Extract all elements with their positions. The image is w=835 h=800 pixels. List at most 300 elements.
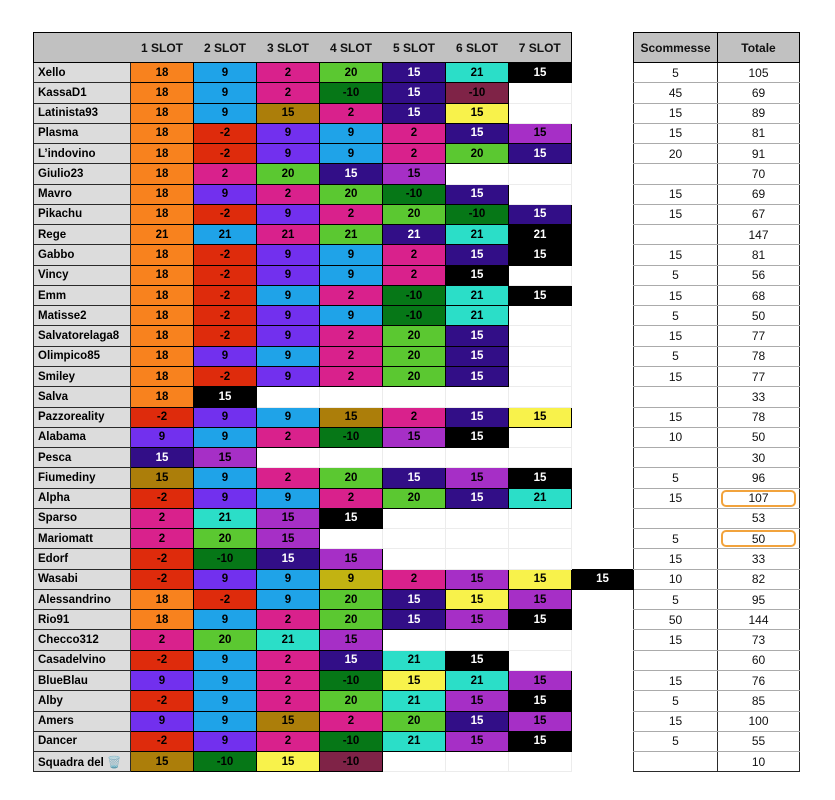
empty-slot-cell[interactable] — [509, 346, 572, 366]
slot-cell[interactable]: 15 — [509, 285, 572, 305]
totale-cell[interactable]: 69 — [718, 184, 800, 204]
slot-cell[interactable]: 15 — [509, 691, 572, 711]
slot-cell[interactable]: 15 — [446, 245, 509, 265]
slot-cell[interactable]: 15 — [446, 731, 509, 751]
slot-cell[interactable]: 15 — [446, 123, 509, 143]
slot-cell[interactable]: 9 — [194, 346, 257, 366]
totale-cell[interactable]: 100 — [718, 711, 800, 731]
empty-slot-cell[interactable] — [383, 529, 446, 549]
totale-cell[interactable]: 68 — [718, 285, 800, 305]
empty-slot-cell[interactable] — [320, 529, 383, 549]
slot-cell[interactable]: 15 — [509, 468, 572, 488]
slot-cell[interactable]: 15 — [320, 549, 383, 569]
slot-cell[interactable]: 15 — [320, 508, 383, 528]
slot-cell[interactable]: 2 — [131, 630, 194, 650]
player-name-cell[interactable]: Checco312 — [34, 630, 131, 650]
slot-cell[interactable]: 2 — [383, 245, 446, 265]
slot-cell[interactable]: 9 — [131, 427, 194, 447]
slot-cell[interactable]: 15 — [446, 407, 509, 427]
slot-cell[interactable]: 9 — [257, 265, 320, 285]
slot-cell[interactable]: 18 — [131, 285, 194, 305]
slot-cell[interactable]: -10 — [320, 670, 383, 690]
totale-cell[interactable]: 70 — [718, 164, 800, 184]
slot-cell[interactable]: -2 — [194, 326, 257, 346]
slot-cell[interactable]: 15 — [446, 691, 509, 711]
slot-cell[interactable]: 18 — [131, 184, 194, 204]
slot-cell[interactable]: 15 — [257, 752, 320, 772]
scommesse-cell[interactable]: 5 — [634, 589, 718, 609]
slot-cell[interactable]: 15 — [446, 366, 509, 386]
player-name-cell[interactable]: Smiley — [34, 366, 131, 386]
slot-cell[interactable]: -10 — [446, 83, 509, 103]
player-name-cell[interactable]: Salva — [34, 387, 131, 407]
player-name-cell[interactable]: Pazzoreality — [34, 407, 131, 427]
slot-cell[interactable]: 20 — [383, 326, 446, 346]
empty-slot-cell[interactable] — [509, 448, 572, 468]
empty-slot-cell[interactable] — [383, 752, 446, 772]
slot-cell[interactable]: 15 — [446, 326, 509, 346]
slot-cell[interactable]: 20 — [257, 164, 320, 184]
empty-slot-cell[interactable] — [509, 164, 572, 184]
player-name-cell[interactable]: Matisse2 — [34, 306, 131, 326]
empty-slot-cell[interactable] — [509, 326, 572, 346]
scommesse-cell[interactable]: 5 — [634, 63, 718, 83]
slot-cell[interactable]: 15 — [509, 711, 572, 731]
empty-slot-cell[interactable] — [509, 306, 572, 326]
slot-cell[interactable]: 2 — [320, 488, 383, 508]
slot-cell[interactable]: -2 — [194, 123, 257, 143]
slot-cell[interactable]: 15 — [509, 731, 572, 751]
slot-cell[interactable]: 9 — [257, 306, 320, 326]
gap-cell[interactable] — [572, 468, 634, 488]
player-name-cell[interactable]: Mavro — [34, 184, 131, 204]
slot-cell[interactable]: 21 — [446, 670, 509, 690]
scommesse-cell[interactable]: 20 — [634, 144, 718, 164]
slot-cell[interactable]: 15 — [383, 164, 446, 184]
totale-cell[interactable]: 60 — [718, 650, 800, 670]
scommesse-cell[interactable]: 15 — [634, 670, 718, 690]
slot-cell[interactable]: 15 — [257, 508, 320, 528]
slot-cell[interactable]: -10 — [194, 549, 257, 569]
scommesse-cell[interactable]: 10 — [634, 569, 718, 589]
slot-cell[interactable]: 9 — [257, 589, 320, 609]
slot-cell[interactable]: -2 — [194, 204, 257, 224]
gap-cell[interactable] — [572, 752, 634, 772]
slot-cell[interactable]: 21 — [257, 630, 320, 650]
scommesse-cell[interactable] — [634, 448, 718, 468]
empty-slot-cell[interactable] — [257, 387, 320, 407]
player-name-cell[interactable]: Vincy — [34, 265, 131, 285]
scommesse-cell[interactable]: 45 — [634, 83, 718, 103]
slot-cell[interactable]: 15 — [383, 468, 446, 488]
player-name-cell[interactable]: BlueBlau — [34, 670, 131, 690]
empty-slot-cell[interactable] — [446, 752, 509, 772]
slot-cell[interactable]: -10 — [383, 184, 446, 204]
slot-cell[interactable]: 9 — [194, 731, 257, 751]
gap-cell[interactable] — [572, 366, 634, 386]
slot-cell[interactable]: 15 — [509, 245, 572, 265]
scommesse-cell[interactable]: 15 — [634, 103, 718, 123]
player-name-cell[interactable]: Casadelvino — [34, 650, 131, 670]
slot-cell[interactable]: -2 — [194, 589, 257, 609]
slot-cell[interactable]: 15 — [320, 407, 383, 427]
scommesse-cell[interactable]: 5 — [634, 306, 718, 326]
slot-cell[interactable]: 15 — [446, 650, 509, 670]
scommesse-cell[interactable]: 5 — [634, 529, 718, 549]
slot-cell[interactable]: -2 — [131, 407, 194, 427]
totale-cell[interactable] — [718, 488, 800, 508]
gap-cell[interactable] — [572, 346, 634, 366]
player-name-cell[interactable]: Pikachu — [34, 204, 131, 224]
scommesse-cell[interactable]: 5 — [634, 691, 718, 711]
player-name-cell[interactable]: Pesca — [34, 448, 131, 468]
slot-cell[interactable]: -2 — [131, 488, 194, 508]
player-name-cell[interactable]: Giulio23 — [34, 164, 131, 184]
totale-cell[interactable]: 76 — [718, 670, 800, 690]
scommesse-cell[interactable] — [634, 508, 718, 528]
slot-cell[interactable]: 15 — [446, 589, 509, 609]
scommesse-cell[interactable]: 15 — [634, 488, 718, 508]
gap-cell[interactable] — [572, 731, 634, 751]
slot-cell[interactable]: 21 — [383, 650, 446, 670]
slot-cell[interactable]: 21 — [257, 225, 320, 245]
gap-cell[interactable] — [572, 670, 634, 690]
totale-cell[interactable]: 81 — [718, 245, 800, 265]
totale-cell[interactable]: 78 — [718, 407, 800, 427]
slot-cell[interactable]: 15 — [446, 427, 509, 447]
player-name-cell[interactable]: Alessandrino — [34, 589, 131, 609]
slot-cell[interactable]: 15 — [509, 63, 572, 83]
totale-cell[interactable]: 56 — [718, 265, 800, 285]
slot-cell[interactable]: 21 — [131, 225, 194, 245]
slot-cell[interactable]: 2 — [257, 63, 320, 83]
scommesse-cell[interactable]: 15 — [634, 366, 718, 386]
gap-cell[interactable] — [572, 711, 634, 731]
slot-cell[interactable]: 2 — [383, 569, 446, 589]
totale-cell[interactable]: 78 — [718, 346, 800, 366]
slot-cell[interactable]: 15 — [446, 610, 509, 630]
slot-cell[interactable]: 15 — [509, 407, 572, 427]
scommesse-cell[interactable]: 5 — [634, 346, 718, 366]
scommesse-cell[interactable] — [634, 387, 718, 407]
slot-cell[interactable]: 15 — [509, 123, 572, 143]
empty-slot-cell[interactable] — [257, 448, 320, 468]
gap-cell[interactable] — [572, 448, 634, 468]
gap-cell[interactable] — [572, 326, 634, 346]
slot-cell[interactable]: 15 — [509, 144, 572, 164]
scommesse-cell[interactable]: 15 — [634, 204, 718, 224]
totale-cell[interactable]: 67 — [718, 204, 800, 224]
empty-slot-cell[interactable] — [446, 164, 509, 184]
slot-cell[interactable]: 15 — [383, 670, 446, 690]
scommesse-cell[interactable]: 5 — [634, 265, 718, 285]
gap-cell[interactable] — [572, 144, 634, 164]
empty-slot-cell[interactable] — [509, 549, 572, 569]
slot-cell[interactable]: 20 — [194, 630, 257, 650]
scommesse-cell[interactable]: 5 — [634, 468, 718, 488]
scommesse-cell[interactable]: 15 — [634, 630, 718, 650]
empty-slot-cell[interactable] — [509, 752, 572, 772]
slot-cell[interactable]: -2 — [131, 569, 194, 589]
totale-cell[interactable]: 91 — [718, 144, 800, 164]
totale-cell[interactable]: 96 — [718, 468, 800, 488]
slot-cell[interactable]: 9 — [257, 144, 320, 164]
slot-cell[interactable]: 2 — [257, 184, 320, 204]
slot-cell[interactable]: 18 — [131, 204, 194, 224]
totale-cell[interactable]: 69 — [718, 83, 800, 103]
scommesse-cell[interactable]: 15 — [634, 285, 718, 305]
slot-cell[interactable]: 2 — [383, 123, 446, 143]
slot-cell[interactable]: 9 — [194, 569, 257, 589]
slot-cell[interactable]: 9 — [131, 670, 194, 690]
slot-cell[interactable]: 18 — [131, 164, 194, 184]
slot-cell[interactable]: 2 — [320, 285, 383, 305]
empty-slot-cell[interactable] — [446, 448, 509, 468]
slot-cell[interactable]: 9 — [194, 83, 257, 103]
slot-cell[interactable]: 9 — [257, 285, 320, 305]
slot-cell[interactable]: 21 — [383, 691, 446, 711]
slot-cell[interactable]: 15 — [383, 63, 446, 83]
player-name-cell[interactable]: L’indovino — [34, 144, 131, 164]
slot-cell[interactable]: 2 — [257, 731, 320, 751]
scommesse-cell[interactable] — [634, 225, 718, 245]
totale-cell[interactable]: 95 — [718, 589, 800, 609]
slot-cell[interactable]: 15 — [131, 752, 194, 772]
scommesse-cell[interactable] — [634, 752, 718, 772]
slot-cell[interactable]: 9 — [257, 407, 320, 427]
scommesse-cell[interactable]: 10 — [634, 427, 718, 447]
player-name-cell[interactable]: Amers — [34, 711, 131, 731]
slot-cell[interactable]: 15 — [446, 184, 509, 204]
slot-cell[interactable]: 21 — [446, 63, 509, 83]
slot-cell[interactable]: 9 — [257, 346, 320, 366]
gap-cell[interactable] — [572, 508, 634, 528]
empty-slot-cell[interactable] — [509, 529, 572, 549]
gap-cell[interactable] — [572, 265, 634, 285]
slot-cell[interactable]: 2 — [257, 691, 320, 711]
slot-cell[interactable]: 2 — [320, 711, 383, 731]
empty-slot-cell[interactable] — [383, 549, 446, 569]
slot-cell[interactable]: 9 — [194, 670, 257, 690]
player-name-cell[interactable]: KassaD1 — [34, 83, 131, 103]
slot-cell[interactable]: 9 — [194, 103, 257, 123]
player-name-cell[interactable]: Plasma — [34, 123, 131, 143]
slot-cell[interactable]: 18 — [131, 610, 194, 630]
slot-cell[interactable]: -2 — [194, 265, 257, 285]
slot-cell[interactable]: 15 — [509, 610, 572, 630]
slot-cell[interactable]: 15 — [320, 164, 383, 184]
slot-cell[interactable]: 20 — [383, 488, 446, 508]
empty-slot-cell[interactable] — [509, 387, 572, 407]
totale-cell[interactable]: 85 — [718, 691, 800, 711]
totale-cell[interactable]: 105 — [718, 63, 800, 83]
player-name-cell[interactable]: Dancer — [34, 731, 131, 751]
slot-cell[interactable]: 21 — [194, 225, 257, 245]
slot-cell[interactable]: 2 — [257, 610, 320, 630]
slot-cell[interactable]: 9 — [257, 366, 320, 386]
slot-cell[interactable]: 2 — [383, 407, 446, 427]
scommesse-cell[interactable]: 15 — [634, 123, 718, 143]
slot-cell[interactable]: 9 — [257, 245, 320, 265]
slot-cell[interactable]: -10 — [320, 427, 383, 447]
player-name-cell[interactable]: Alabama — [34, 427, 131, 447]
slot-cell[interactable]: 15 — [572, 569, 634, 589]
slot-cell[interactable]: 15 — [131, 468, 194, 488]
slot-cell[interactable]: 20 — [320, 468, 383, 488]
gap-cell[interactable] — [572, 285, 634, 305]
empty-slot-cell[interactable] — [446, 529, 509, 549]
slot-cell[interactable]: -10 — [320, 731, 383, 751]
empty-slot-cell[interactable] — [509, 103, 572, 123]
slot-cell[interactable]: 9 — [131, 711, 194, 731]
player-name-cell[interactable]: Wasabi — [34, 569, 131, 589]
slot-cell[interactable]: 21 — [194, 508, 257, 528]
slot-cell[interactable]: 9 — [194, 184, 257, 204]
gap-cell[interactable] — [572, 630, 634, 650]
empty-slot-cell[interactable] — [446, 630, 509, 650]
gap-cell[interactable] — [572, 549, 634, 569]
slot-cell[interactable]: 9 — [257, 488, 320, 508]
gap-cell[interactable] — [572, 83, 634, 103]
slot-cell[interactable]: 9 — [194, 63, 257, 83]
slot-cell[interactable]: 9 — [257, 326, 320, 346]
player-name-cell[interactable]: Emm — [34, 285, 131, 305]
slot-cell[interactable]: 18 — [131, 326, 194, 346]
slot-cell[interactable]: 9 — [320, 123, 383, 143]
gap-cell[interactable] — [572, 691, 634, 711]
slot-cell[interactable]: 15 — [446, 103, 509, 123]
slot-cell[interactable]: 15 — [383, 610, 446, 630]
slot-cell[interactable]: 15 — [446, 468, 509, 488]
player-name-cell[interactable]: Sparso — [34, 508, 131, 528]
totale-cell[interactable]: 50 — [718, 306, 800, 326]
slot-cell[interactable]: 18 — [131, 123, 194, 143]
slot-cell[interactable]: 18 — [131, 63, 194, 83]
gap-cell[interactable] — [572, 407, 634, 427]
slot-cell[interactable]: 21 — [383, 731, 446, 751]
empty-slot-cell[interactable] — [509, 650, 572, 670]
slot-cell[interactable]: -10 — [320, 752, 383, 772]
gap-cell[interactable] — [572, 164, 634, 184]
scommesse-cell[interactable]: 15 — [634, 326, 718, 346]
empty-slot-cell[interactable] — [509, 83, 572, 103]
slot-cell[interactable]: 9 — [320, 245, 383, 265]
slot-cell[interactable]: 18 — [131, 245, 194, 265]
empty-slot-cell[interactable] — [383, 630, 446, 650]
slot-cell[interactable]: -2 — [194, 366, 257, 386]
totale-cell[interactable] — [718, 529, 800, 549]
gap-cell[interactable] — [572, 529, 634, 549]
totale-cell[interactable]: 73 — [718, 630, 800, 650]
slot-cell[interactable]: 20 — [383, 711, 446, 731]
scommesse-cell[interactable]: 15 — [634, 184, 718, 204]
slot-cell[interactable]: 15 — [509, 204, 572, 224]
slot-cell[interactable]: 2 — [383, 144, 446, 164]
player-name-cell[interactable]: Gabbo — [34, 245, 131, 265]
slot-cell[interactable]: -2 — [194, 285, 257, 305]
slot-cell[interactable]: 9 — [257, 569, 320, 589]
empty-slot-cell[interactable] — [509, 184, 572, 204]
slot-cell[interactable]: 15 — [194, 387, 257, 407]
slot-cell[interactable]: 9 — [320, 144, 383, 164]
slot-cell[interactable]: 2 — [194, 164, 257, 184]
scommesse-cell[interactable]: 15 — [634, 549, 718, 569]
slot-cell[interactable]: 2 — [257, 83, 320, 103]
slot-cell[interactable]: 18 — [131, 387, 194, 407]
slot-cell[interactable]: 15 — [383, 589, 446, 609]
player-name-cell[interactable]: Mariomatt — [34, 529, 131, 549]
player-name-cell[interactable]: Rio91 — [34, 610, 131, 630]
slot-cell[interactable]: 9 — [320, 569, 383, 589]
slot-cell[interactable]: -2 — [131, 691, 194, 711]
slot-cell[interactable]: 2 — [131, 529, 194, 549]
slot-cell[interactable]: 21 — [446, 285, 509, 305]
scommesse-cell[interactable] — [634, 650, 718, 670]
totale-cell[interactable]: 50 — [718, 427, 800, 447]
slot-cell[interactable]: 2 — [320, 366, 383, 386]
slot-cell[interactable]: 15 — [383, 427, 446, 447]
slot-cell[interactable]: 2 — [131, 508, 194, 528]
slot-cell[interactable]: 20 — [320, 63, 383, 83]
gap-cell[interactable] — [572, 427, 634, 447]
slot-cell[interactable]: 9 — [194, 610, 257, 630]
slot-cell[interactable]: 2 — [257, 468, 320, 488]
totale-cell[interactable]: 33 — [718, 549, 800, 569]
slot-cell[interactable]: 15 — [320, 630, 383, 650]
slot-cell[interactable]: 20 — [383, 346, 446, 366]
slot-cell[interactable]: 15 — [446, 488, 509, 508]
scommesse-cell[interactable]: 15 — [634, 407, 718, 427]
player-name-cell[interactable]: Alpha — [34, 488, 131, 508]
gap-cell[interactable] — [572, 387, 634, 407]
empty-slot-cell[interactable] — [320, 387, 383, 407]
slot-cell[interactable]: -2 — [194, 144, 257, 164]
player-name-cell[interactable]: Fiumediny — [34, 468, 131, 488]
slot-cell[interactable]: 15 — [446, 569, 509, 589]
slot-cell[interactable]: 20 — [320, 589, 383, 609]
totale-cell[interactable]: 144 — [718, 610, 800, 630]
slot-cell[interactable]: 2 — [383, 265, 446, 285]
totale-cell[interactable]: 89 — [718, 103, 800, 123]
slot-cell[interactable]: 18 — [131, 346, 194, 366]
slot-cell[interactable]: -10 — [194, 752, 257, 772]
scommesse-cell[interactable]: 15 — [634, 711, 718, 731]
slot-cell[interactable]: 15 — [194, 448, 257, 468]
empty-slot-cell[interactable] — [509, 508, 572, 528]
slot-cell[interactable]: 9 — [194, 427, 257, 447]
slot-cell[interactable]: 15 — [257, 549, 320, 569]
slot-cell[interactable]: 9 — [194, 711, 257, 731]
empty-slot-cell[interactable] — [509, 427, 572, 447]
player-name-cell[interactable]: Salvatorelaga8 — [34, 326, 131, 346]
slot-cell[interactable]: 2 — [257, 650, 320, 670]
slot-cell[interactable]: 18 — [131, 306, 194, 326]
slot-cell[interactable]: 18 — [131, 83, 194, 103]
slot-cell[interactable]: 15 — [446, 265, 509, 285]
slot-cell[interactable]: 9 — [194, 650, 257, 670]
slot-cell[interactable]: 9 — [320, 306, 383, 326]
player-name-cell[interactable]: Latinista93 — [34, 103, 131, 123]
slot-cell[interactable]: 9 — [257, 204, 320, 224]
slot-cell[interactable]: -10 — [446, 204, 509, 224]
slot-cell[interactable]: 2 — [320, 103, 383, 123]
slot-cell[interactable]: 15 — [446, 346, 509, 366]
slot-cell[interactable]: 15 — [383, 103, 446, 123]
slot-cell[interactable]: 9 — [194, 691, 257, 711]
empty-slot-cell[interactable] — [509, 366, 572, 386]
totale-cell[interactable]: 10 — [718, 752, 800, 772]
player-name-cell[interactable]: Alby — [34, 691, 131, 711]
